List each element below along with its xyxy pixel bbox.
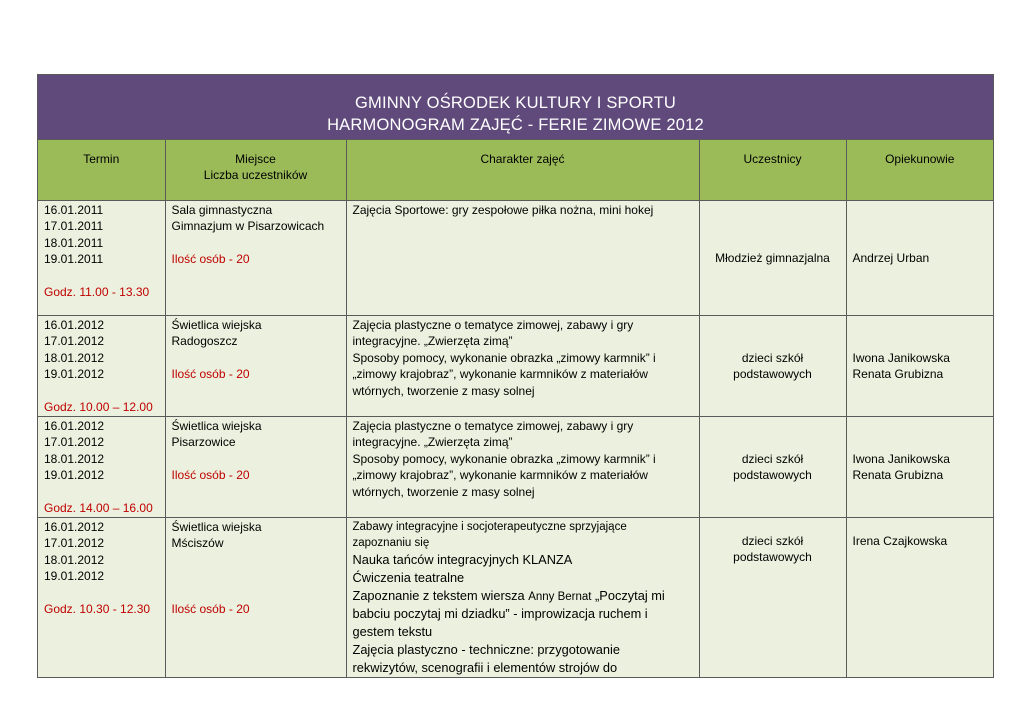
date: 16.01.2012 <box>44 418 105 433</box>
date: 16.01.2012 <box>44 317 105 332</box>
hours: Godz. 10.30 - 12.30 <box>44 602 151 616</box>
place: Świetlica wiejska <box>171 519 262 534</box>
cell-opiekunowie <box>846 315 993 416</box>
cell-miejsce <box>165 200 346 315</box>
cell-termin <box>38 517 165 677</box>
place: Mściszów <box>171 536 224 550</box>
table-row <box>38 200 993 315</box>
cell-uczestnicy <box>699 200 846 315</box>
activity-poem <box>353 587 693 605</box>
activity: integracyjne. „Zwierzęta zimą” <box>352 435 513 449</box>
activity: wtórnych, tworzenie z masy solnej <box>352 383 535 398</box>
participant-count: Ilość osób - 20 <box>171 367 250 381</box>
activity: „zimowy krajobraz”, wykonanie karmników z materiałów <box>352 367 648 381</box>
hours: Godz. 11.00 - 13.30 <box>44 285 150 299</box>
participants: dzieci szkół <box>741 451 804 466</box>
guardian: Iwona Janikowska <box>852 451 950 466</box>
guardian: Renata Grubizna <box>852 468 944 482</box>
cell-charakter <box>346 315 699 416</box>
hours: Godz. 14.00 – 16.00 <box>44 501 153 515</box>
participants: Młodzież gimnazjalna <box>715 250 830 265</box>
cell-termin <box>38 315 165 416</box>
participants: podstawowych <box>733 550 812 564</box>
column-header-charakter: Charakter zajęć <box>346 140 699 200</box>
date: 16.01.2011 <box>44 202 104 217</box>
activity: zapoznaniu się <box>352 536 430 549</box>
column-header-uczestnicy: Uczestnicy <box>699 140 846 200</box>
cell-miejsce <box>165 315 346 416</box>
activity: integracyjne. „Zwierzęta zimą” <box>352 334 513 348</box>
date: 18.01.2011 <box>44 235 104 250</box>
date: 17.01.2012 <box>44 435 105 449</box>
participant-count: Ilość osób - 20 <box>171 252 250 266</box>
activity: Zajęcia plastyczne o tematyce zimowej, zabawy i gry <box>352 317 634 332</box>
date: 19.01.2012 <box>44 468 105 482</box>
column-header-opiekunowie: Opiekunowie <box>846 140 993 200</box>
date: 19.01.2012 <box>44 367 105 381</box>
participants: dzieci szkół <box>741 533 804 548</box>
cell-miejsce <box>165 517 346 677</box>
schedule-table <box>38 140 993 677</box>
place: Świetlica wiejska <box>171 418 262 433</box>
activity-poem-author: Anny Bernat <box>528 590 592 603</box>
guardian: Renata Grubizna <box>852 367 944 381</box>
activity-poem-a: Zapoznanie z tekstem wiersza <box>352 587 529 603</box>
activity: Zajęcia plastyczne o tematyce zimowej, zabawy i gry <box>352 418 634 433</box>
column-header-miejsce-line1: Miejsce <box>235 152 276 166</box>
activity: Zabawy integracyjne i socjoterapeutyczne sprzyjające <box>352 520 627 533</box>
participants: podstawowych <box>733 367 812 381</box>
activity: rekwizytów, scenografii i elementów strojów do <box>352 659 618 675</box>
column-header-miejsce-line2: Liczba uczestników <box>203 168 308 182</box>
schedule-document <box>37 74 994 678</box>
activity: Nauka tańców integracyjnych KLANZA <box>352 551 573 567</box>
cell-uczestnicy <box>699 416 846 517</box>
title-banner <box>38 75 993 140</box>
activity: „zimowy krajobraz”, wykonanie karmników z materiałów <box>352 468 648 482</box>
cell-charakter <box>346 416 699 517</box>
participant-count: Ilość osób - 20 <box>171 468 250 482</box>
participants: podstawowych <box>733 468 812 482</box>
date: 18.01.2012 <box>44 552 105 567</box>
cell-opiekunowie <box>846 200 993 315</box>
activity: wtórnych, tworzenie z masy solnej <box>352 484 535 499</box>
date: 19.01.2011 <box>44 252 104 266</box>
table-row <box>38 416 993 517</box>
participant-count: Ilość osób - 20 <box>171 602 250 616</box>
hours: Godz. 10.00 – 12.00 <box>44 400 153 414</box>
date: 17.01.2011 <box>44 219 104 233</box>
date: 18.01.2012 <box>44 451 105 466</box>
table-row <box>38 315 993 416</box>
title-line-1: GMINNY OŚRODEK KULTURY I SPORTU <box>355 94 676 112</box>
participants: dzieci szkół <box>741 350 804 365</box>
title-line-2: HARMONOGRAM ZAJĘĆ - FERIE ZIMOWE 2012 <box>327 116 704 134</box>
cell-miejsce <box>165 416 346 517</box>
cell-opiekunowie <box>846 517 993 677</box>
place: Sala gimnastyczna <box>171 202 273 217</box>
cell-uczestnicy <box>699 517 846 677</box>
cell-charakter <box>346 517 699 677</box>
place: Pisarzowice <box>171 435 236 449</box>
date: 18.01.2012 <box>44 350 105 365</box>
column-header-miejsce <box>165 140 346 200</box>
activity: gestem tekstu <box>352 623 433 639</box>
activity: Sposoby pomocy, wykonanie obrazka „zimowy karmnik” i <box>352 451 656 466</box>
date: 17.01.2012 <box>44 334 105 348</box>
place: Radogoszcz <box>171 334 238 348</box>
activity: Zajęcia Sportowe: gry zespołowe piłka nożna, mini hokej <box>352 202 654 217</box>
guardian: Iwona Janikowska <box>852 350 950 365</box>
place: Gimnazjum w Pisarzowicach <box>171 219 325 233</box>
date: 16.01.2012 <box>44 519 105 534</box>
cell-termin <box>38 416 165 517</box>
column-header-termin: Termin <box>38 140 165 200</box>
cell-opiekunowie <box>846 416 993 517</box>
cell-charakter <box>346 200 699 315</box>
place: Świetlica wiejska <box>171 317 262 332</box>
table-row <box>38 517 993 677</box>
activity: Sposoby pomocy, wykonanie obrazka „zimowy karmnik” i <box>352 350 656 365</box>
date: 19.01.2012 <box>44 569 105 583</box>
header-row <box>38 140 993 200</box>
activity-poem-b: „Poczytaj mi <box>591 587 665 603</box>
date: 17.01.2012 <box>44 536 105 550</box>
activity: babciu poczytaj mi dziadku” - improwizacja ruchem i <box>352 605 648 621</box>
cell-uczestnicy <box>699 315 846 416</box>
guardian: Irena Czajkowska <box>852 533 948 548</box>
activity: Zajęcia plastyczno - techniczne: przygotowanie <box>352 641 620 657</box>
cell-termin <box>38 200 165 315</box>
guardian: Andrzej Urban <box>852 250 930 265</box>
activity: Ćwiczenia teatralne <box>352 569 465 585</box>
